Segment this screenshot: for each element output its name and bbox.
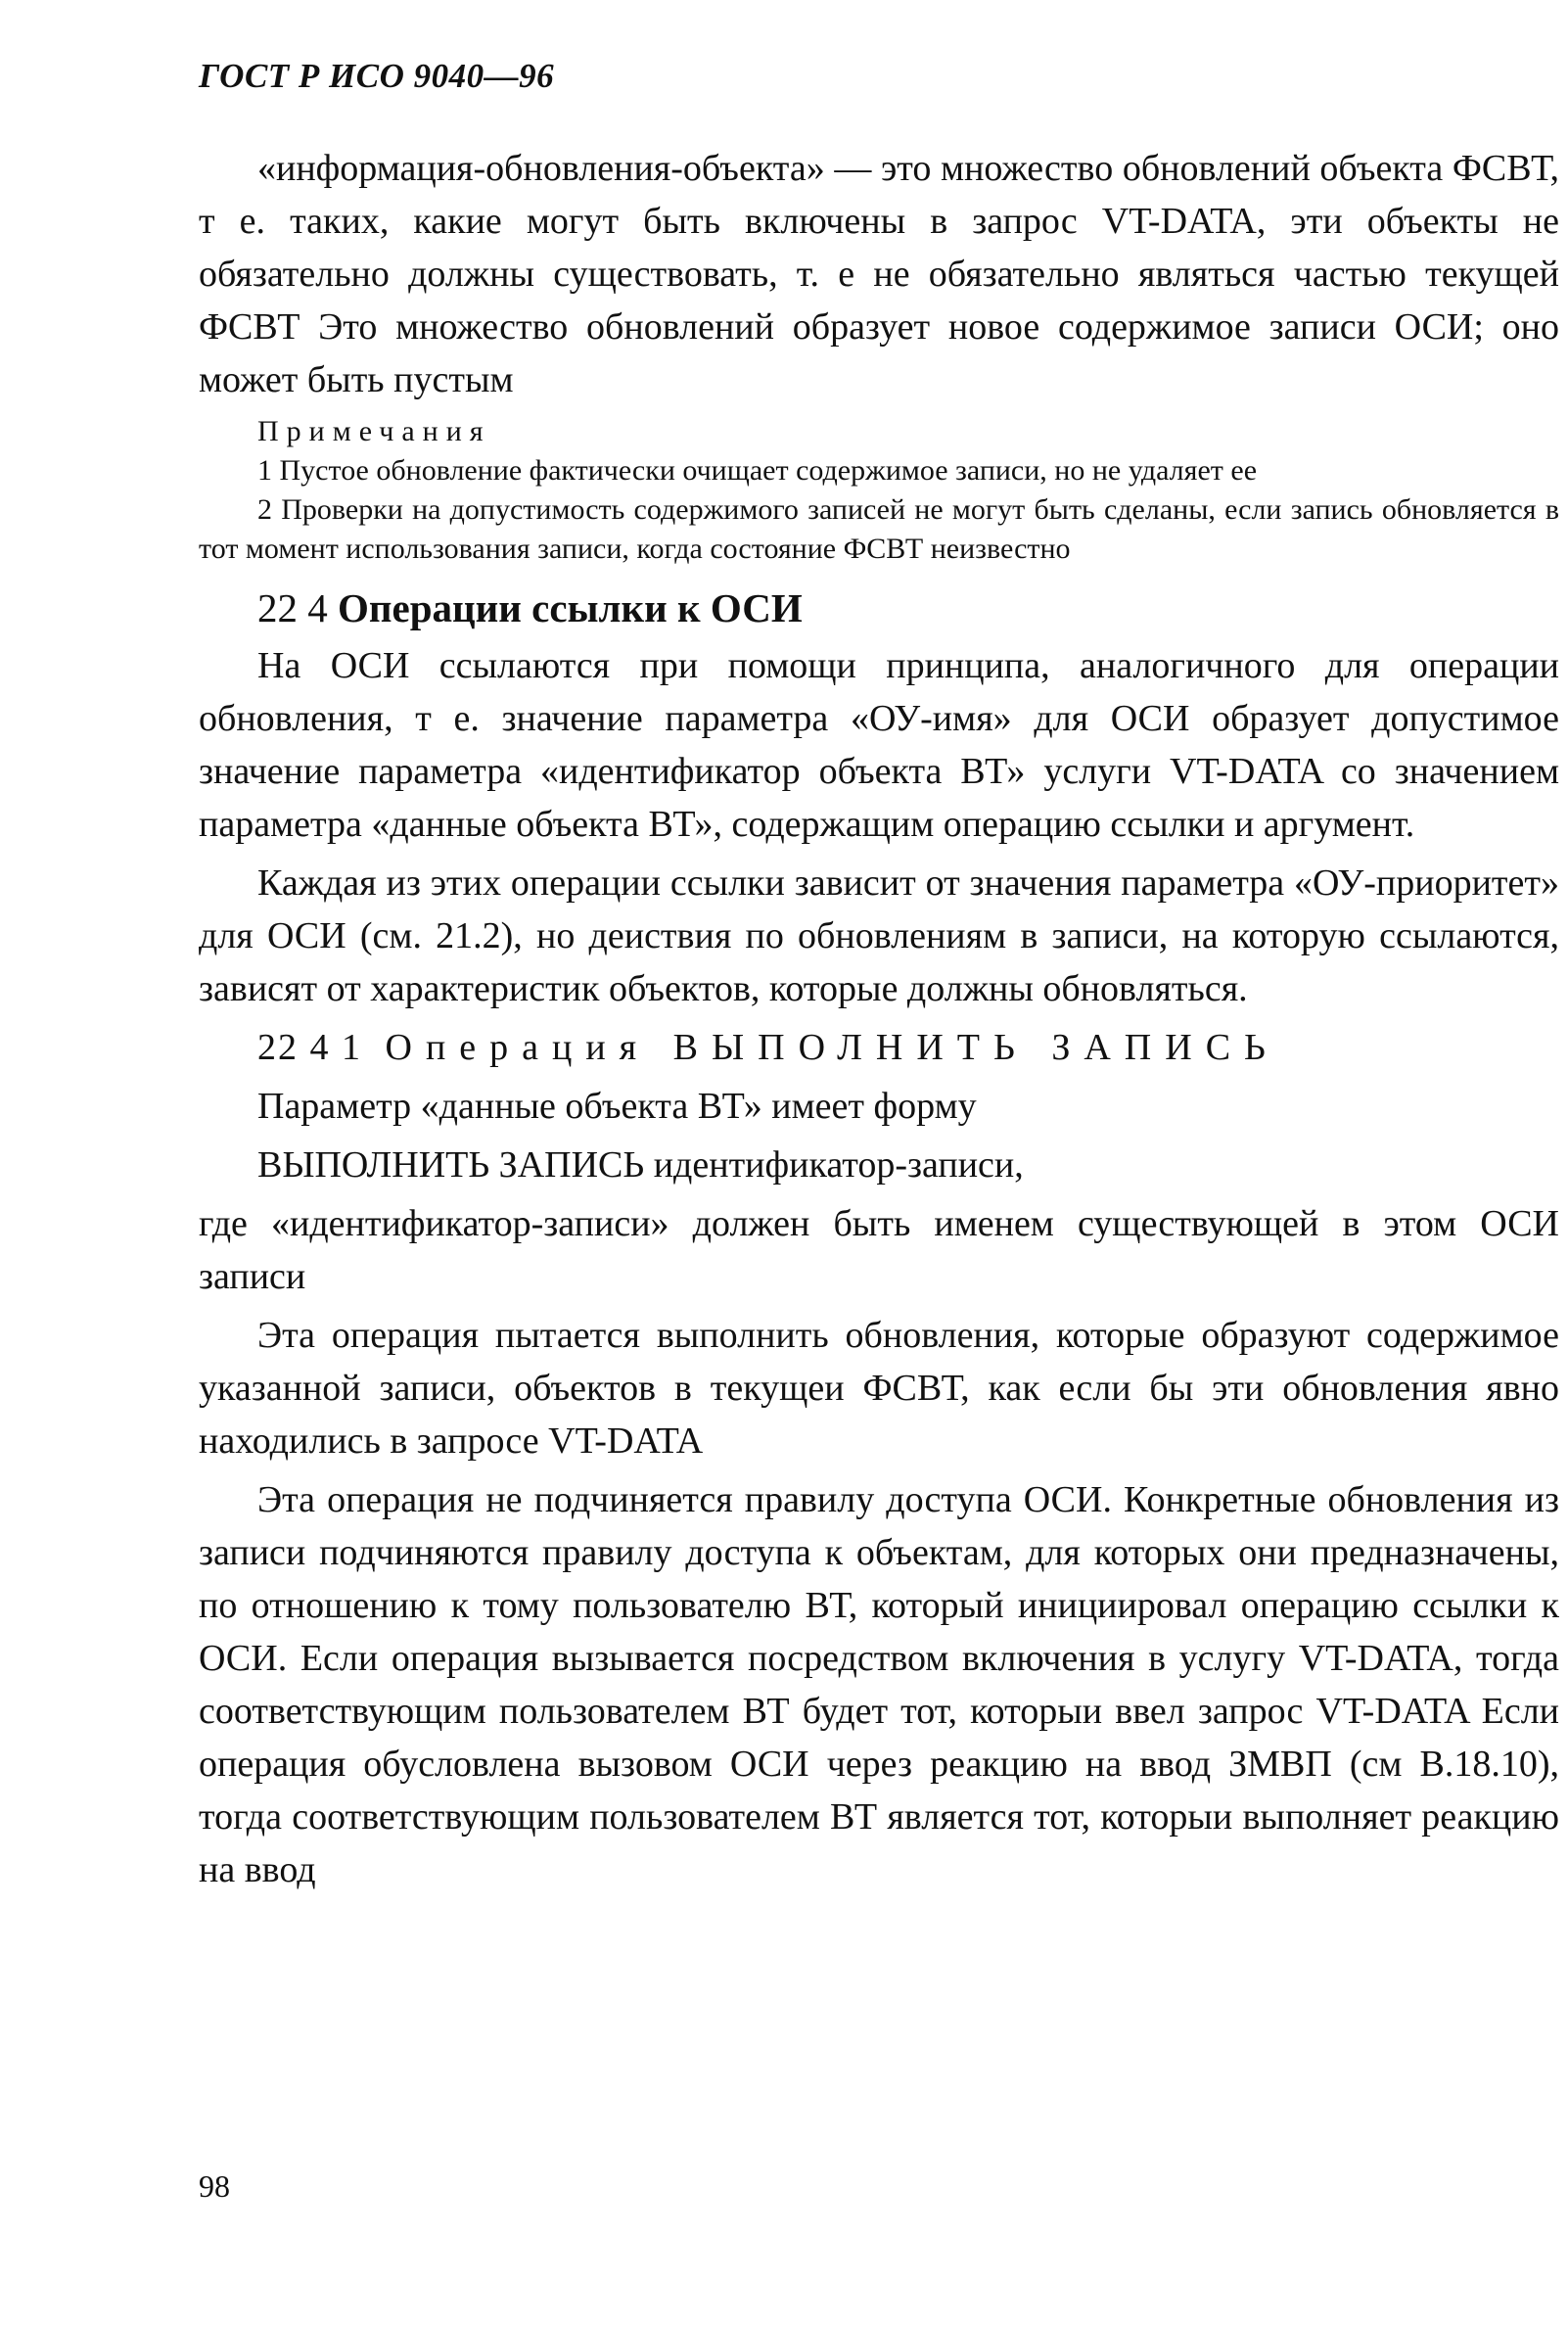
note-item: 1 Пустое обновление фактически очищает содержимое записи, но не удаляет ее — [257, 454, 1258, 487]
paragraph: «информация-обновления-объекта» — это множество обновлений объекта ФСВТ, т е. таких, какие могут быть включены в запрос VT-DATA, эти объекты не обязательно должны существовать, т. е не обязательно являться частью текущей ФСВТ Это множество обновлений образует новое содержимое записи ОСИ; оно может быть пустым — [199, 148, 1559, 400]
notes-block — [199, 412, 1559, 569]
paragraph: ВЫПОЛНИТЬ ЗАПИСЬ идентификатор-записи, — [257, 1144, 1024, 1186]
paragraph: где «идентификатор-записи» должен быть именем существующей в этом ОСИ записи — [199, 1203, 1559, 1297]
paragraph: Эта операция пытается выполнить обновления, которые образуют содержимое указанной записи, объектов в текущеи ФСВТ, как если бы эти обновления явно находились в запросе VT-DATA — [199, 1315, 1559, 1462]
paragraph: Параметр «данные объекта ВТ» имеет форму — [257, 1086, 977, 1127]
section-heading — [199, 579, 1559, 637]
section-title: Операции ссылки к ОСИ — [338, 585, 803, 630]
notes-title: Примечания — [257, 415, 491, 447]
page-number: 98 — [199, 2168, 230, 2204]
subsection-title: Операция ВЫПОЛНИТЬ ЗАПИСЬ — [385, 1027, 1279, 1068]
document-header: ГОСТ Р ИСО 9040—96 — [199, 57, 555, 95]
subsection-number: 22 4 1 — [257, 1027, 362, 1068]
document-body — [199, 142, 1559, 1902]
paragraph: На ОСИ ссылаются при помощи принципа, аналогичного для операции обновления, т е. значение параметра «ОУ-имя» для ОСИ образует допустимое значение параметра «идентификатор объекта ВТ» услуги VT-DATA со значением параметра «данные объекта ВТ», содержащим операцию ссылки и аргумент. — [199, 645, 1559, 845]
note-item: 2 Проверки на допустимость содержимого записей не могут быть сделаны, если запись обновляется в тот момент использования записи, когда состояние ФСВТ неизвестно — [199, 493, 1559, 565]
paragraph: Каждая из этих операции ссылки зависит от значения параметра «ОУ-приоритет» для ОСИ (см. 21.2), но деиствия по обновлениям в записи, на которую ссылаются, зависят от характеристик объектов, которые должны обновляться. — [199, 862, 1559, 1009]
subsection-heading — [199, 1021, 1559, 1074]
section-number: 22 4 — [257, 585, 328, 630]
paragraph: Эта операция не подчиняется правилу доступа ОСИ. Конкретные обновления из записи подчиняются правилу доступа к объектам, для которых они предназначены, по отношению к тому пользователю ВТ, который инициировал операцию ссылки к ОСИ. Если операция вызывается посредством включения в услугу VT-DATA, тогда соответствующим пользователем ВТ будет тот, которыи ввел запрос VT-DATA Если операция обусловлена вызовом ОСИ через реакцию на ввод ЗМВП (см В.18.10), тогда соответствующим пользователем ВТ является тот, которыи выполняет реакцию на ввод — [199, 1479, 1559, 1890]
